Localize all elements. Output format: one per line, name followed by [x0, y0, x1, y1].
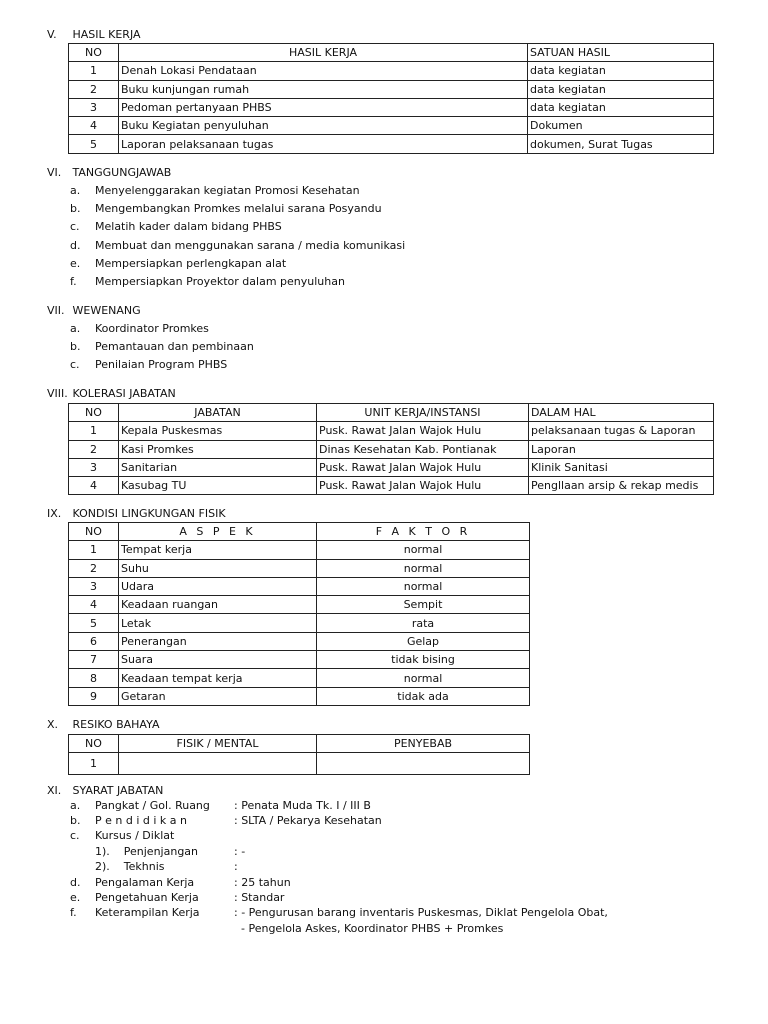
section-number: VII. — [47, 304, 65, 317]
table-row — [69, 596, 530, 614]
syarat-value: : SLTA / Pekarya Kesehatan — [234, 814, 382, 827]
table-row — [69, 614, 530, 632]
section-number: V. — [47, 28, 57, 41]
syarat-label: Pengetahuan Kerja — [95, 891, 199, 904]
header-no: NO — [69, 735, 119, 753]
cell-hasil: Buku Kegiatan penyuluhan — [119, 117, 528, 135]
cell-aspek: Getaran — [119, 687, 317, 705]
section-title: SYARAT JABATAN — [72, 784, 164, 797]
table-row — [69, 559, 530, 577]
table-row — [69, 458, 714, 476]
header-satuan-hasil: SATUAN HASIL — [528, 44, 714, 62]
header-penyebab: PENYEBAB — [317, 735, 530, 753]
syarat-value: : - — [234, 845, 246, 858]
cell-no: 3 — [69, 577, 119, 595]
section-number: VIII. — [47, 387, 68, 400]
table-row — [69, 98, 714, 116]
kondisi-fisik-table — [68, 522, 530, 706]
cell-fisik-mental — [119, 753, 317, 775]
syarat-letter: b. — [70, 814, 81, 827]
cell-faktor: tidak ada — [317, 687, 530, 705]
cell-hasil: Denah Lokasi Pendataan — [119, 62, 528, 80]
syarat-letter: f. — [70, 906, 77, 919]
table-row — [69, 440, 714, 458]
list-text: Melatih kader dalam bidang PHBS — [95, 220, 282, 233]
cell-jabatan: Sanitarian — [119, 458, 317, 476]
section-x-heading — [47, 718, 160, 731]
cell-no: 1 — [69, 753, 119, 775]
cell-jabatan: Kasubag TU — [119, 477, 317, 495]
table-row — [69, 541, 530, 559]
section-ix-heading — [47, 507, 226, 520]
list-item — [70, 202, 382, 215]
cell-satuan: data kegiatan — [528, 62, 714, 80]
cell-no: 4 — [69, 596, 119, 614]
cell-penyebab — [317, 753, 530, 775]
cell-aspek: Keadaan tempat kerja — [119, 669, 317, 687]
cell-dalam-hal: Pengllaan arsip & rekap medis — [529, 477, 714, 495]
table-header-row — [69, 44, 714, 62]
kolerasi-jabatan-table — [68, 403, 714, 495]
cell-no: 2 — [69, 559, 119, 577]
syarat-letter: a. — [70, 799, 81, 812]
cell-aspek: Tempat kerja — [119, 541, 317, 559]
cell-dalam-hal: pelaksanaan tugas & Laporan — [529, 422, 714, 440]
table-row — [69, 632, 530, 650]
syarat-letter: e. — [70, 891, 81, 904]
table-row — [69, 422, 714, 440]
cell-faktor: Sempit — [317, 596, 530, 614]
table-row — [69, 135, 714, 153]
section-v-heading — [47, 28, 141, 41]
list-text: Menyelenggarakan kegiatan Promosi Kesehatan — [95, 184, 360, 197]
syarat-value: : 25 tahun — [234, 876, 291, 889]
cell-faktor: normal — [317, 577, 530, 595]
section-vii-heading — [47, 304, 141, 317]
section-title: WEWENANG — [72, 304, 141, 317]
list-text: Mempersiapkan Proyektor dalam penyuluhan — [95, 275, 345, 288]
table-row — [69, 62, 714, 80]
cell-satuan: Dokumen — [528, 117, 714, 135]
header-fisik-mental: FISIK / MENTAL — [119, 735, 317, 753]
cell-no: 5 — [69, 614, 119, 632]
header-no: NO — [69, 404, 119, 422]
list-item — [70, 275, 345, 288]
syarat-label: Pengalaman Kerja — [95, 876, 195, 889]
list-text: Mengembangkan Promkes melalui sarana Posyandu — [95, 202, 382, 215]
cell-faktor: normal — [317, 559, 530, 577]
cell-aspek: Udara — [119, 577, 317, 595]
cell-aspek: Suara — [119, 651, 317, 669]
section-title: RESIKO BAHAYA — [72, 718, 160, 731]
cell-dalam-hal: Klinik Sanitasi — [529, 458, 714, 476]
cell-no: 2 — [69, 80, 119, 98]
section-xi-heading — [47, 784, 163, 797]
section-title: HASIL KERJA — [72, 28, 141, 41]
cell-unit: Pusk. Rawat Jalan Wajok Hulu — [317, 477, 529, 495]
syarat-label: P e n d i d i k a n — [95, 814, 188, 827]
hasil-kerja-table — [68, 43, 714, 154]
list-item — [70, 358, 227, 371]
cell-no: 5 — [69, 135, 119, 153]
list-text: Penilaian Program PHBS — [95, 358, 228, 371]
syarat-label: 1). Penjenjangan — [95, 845, 199, 858]
list-text: Membuat dan menggunakan sarana / media komunikasi — [95, 239, 406, 252]
syarat-value: - Pengelola Askes, Koordinator PHBS + Promkes — [234, 922, 504, 935]
syarat-value: : - Pengurusan barang inventaris Puskesmas, Diklat Pengelola Obat, — [234, 906, 608, 919]
list-letter: b. — [70, 340, 81, 353]
cell-faktor: rata — [317, 614, 530, 632]
cell-unit: Pusk. Rawat Jalan Wajok Hulu — [317, 458, 529, 476]
cell-no: 2 — [69, 440, 119, 458]
resiko-bahaya-table — [68, 734, 530, 775]
cell-no: 3 — [69, 98, 119, 116]
cell-no: 1 — [69, 541, 119, 559]
cell-jabatan: Kepala Puskesmas — [119, 422, 317, 440]
cell-unit: Pusk. Rawat Jalan Wajok Hulu — [317, 422, 529, 440]
section-number: X. — [47, 718, 59, 731]
list-item — [70, 184, 360, 197]
table-header-row — [69, 523, 530, 541]
cell-satuan: dokumen, Surat Tugas — [528, 135, 714, 153]
cell-no: 1 — [69, 422, 119, 440]
header-hasil-kerja: HASIL KERJA — [119, 44, 528, 62]
table-row — [69, 753, 530, 775]
cell-faktor: tidak bising — [317, 651, 530, 669]
list-letter: f. — [70, 275, 77, 288]
cell-aspek: Penerangan — [119, 632, 317, 650]
cell-faktor: normal — [317, 669, 530, 687]
header-no: NO — [69, 523, 119, 541]
cell-no: 3 — [69, 458, 119, 476]
list-letter: a. — [70, 322, 81, 335]
cell-faktor: normal — [317, 541, 530, 559]
list-text: Koordinator Promkes — [95, 322, 209, 335]
table-row — [69, 577, 530, 595]
syarat-label: 2). Tekhnis — [95, 860, 165, 873]
table-row — [69, 117, 714, 135]
list-item — [70, 257, 286, 270]
list-item — [70, 340, 254, 353]
cell-faktor: Gelap — [317, 632, 530, 650]
syarat-letter: c. — [70, 829, 80, 842]
cell-no: 4 — [69, 477, 119, 495]
list-letter: d. — [70, 239, 81, 252]
table-row — [69, 687, 530, 705]
table-header-row — [69, 404, 714, 422]
cell-no: 1 — [69, 62, 119, 80]
header-faktor: F A K T O R — [317, 523, 530, 541]
section-number: XI. — [47, 784, 62, 797]
header-unit-kerja: UNIT KERJA/INSTANSI — [317, 404, 529, 422]
table-row — [69, 669, 530, 687]
header-no: NO — [69, 44, 119, 62]
section-title: KONDISI LINGKUNGAN FISIK — [72, 507, 226, 520]
list-letter: a. — [70, 184, 81, 197]
cell-unit: Dinas Kesehatan Kab. Pontianak — [317, 440, 529, 458]
table-row — [69, 651, 530, 669]
cell-aspek: Letak — [119, 614, 317, 632]
cell-no: 4 — [69, 117, 119, 135]
list-letter: e. — [70, 257, 81, 270]
cell-no: 8 — [69, 669, 119, 687]
syarat-value: : Standar — [234, 891, 285, 904]
header-aspek: A S P E K — [119, 523, 317, 541]
syarat-label: Pangkat / Gol. Ruang — [95, 799, 210, 812]
syarat-letter: d. — [70, 876, 81, 889]
header-jabatan: JABATAN — [119, 404, 317, 422]
list-text: Pemantauan dan pembinaan — [95, 340, 254, 353]
cell-hasil: Laporan pelaksanaan tugas — [119, 135, 528, 153]
cell-no: 7 — [69, 651, 119, 669]
syarat-label: Keterampilan Kerja — [95, 906, 200, 919]
list-item — [70, 220, 282, 233]
cell-aspek: Keadaan ruangan — [119, 596, 317, 614]
syarat-value: : — [234, 860, 238, 873]
cell-satuan: data kegiatan — [528, 80, 714, 98]
cell-no: 9 — [69, 687, 119, 705]
list-item — [70, 239, 405, 252]
cell-dalam-hal: Laporan — [529, 440, 714, 458]
cell-jabatan: Kasi Promkes — [119, 440, 317, 458]
syarat-label: Kursus / Diklat — [95, 829, 175, 842]
cell-hasil: Buku kunjungan rumah — [119, 80, 528, 98]
section-title: KOLERASI JABATAN — [72, 387, 176, 400]
table-row — [69, 477, 714, 495]
list-letter: c. — [70, 358, 80, 371]
section-number: IX. — [47, 507, 62, 520]
section-viii-heading — [47, 387, 176, 400]
section-title: TANGGUNGJAWAB — [72, 166, 172, 179]
cell-satuan: data kegiatan — [528, 98, 714, 116]
list-letter: b. — [70, 202, 81, 215]
cell-no: 6 — [69, 632, 119, 650]
header-dalam-hal: DALAM HAL — [529, 404, 714, 422]
syarat-value: : Penata Muda Tk. I / III B — [234, 799, 371, 812]
cell-hasil: Pedoman pertanyaan PHBS — [119, 98, 528, 116]
cell-aspek: Suhu — [119, 559, 317, 577]
list-text: Mempersiapkan perlengkapan alat — [95, 257, 287, 270]
list-item — [70, 322, 209, 335]
list-letter: c. — [70, 220, 80, 233]
section-number: VI. — [47, 166, 62, 179]
table-header-row — [69, 735, 530, 753]
table-row — [69, 80, 714, 98]
section-vi-heading — [47, 166, 171, 179]
